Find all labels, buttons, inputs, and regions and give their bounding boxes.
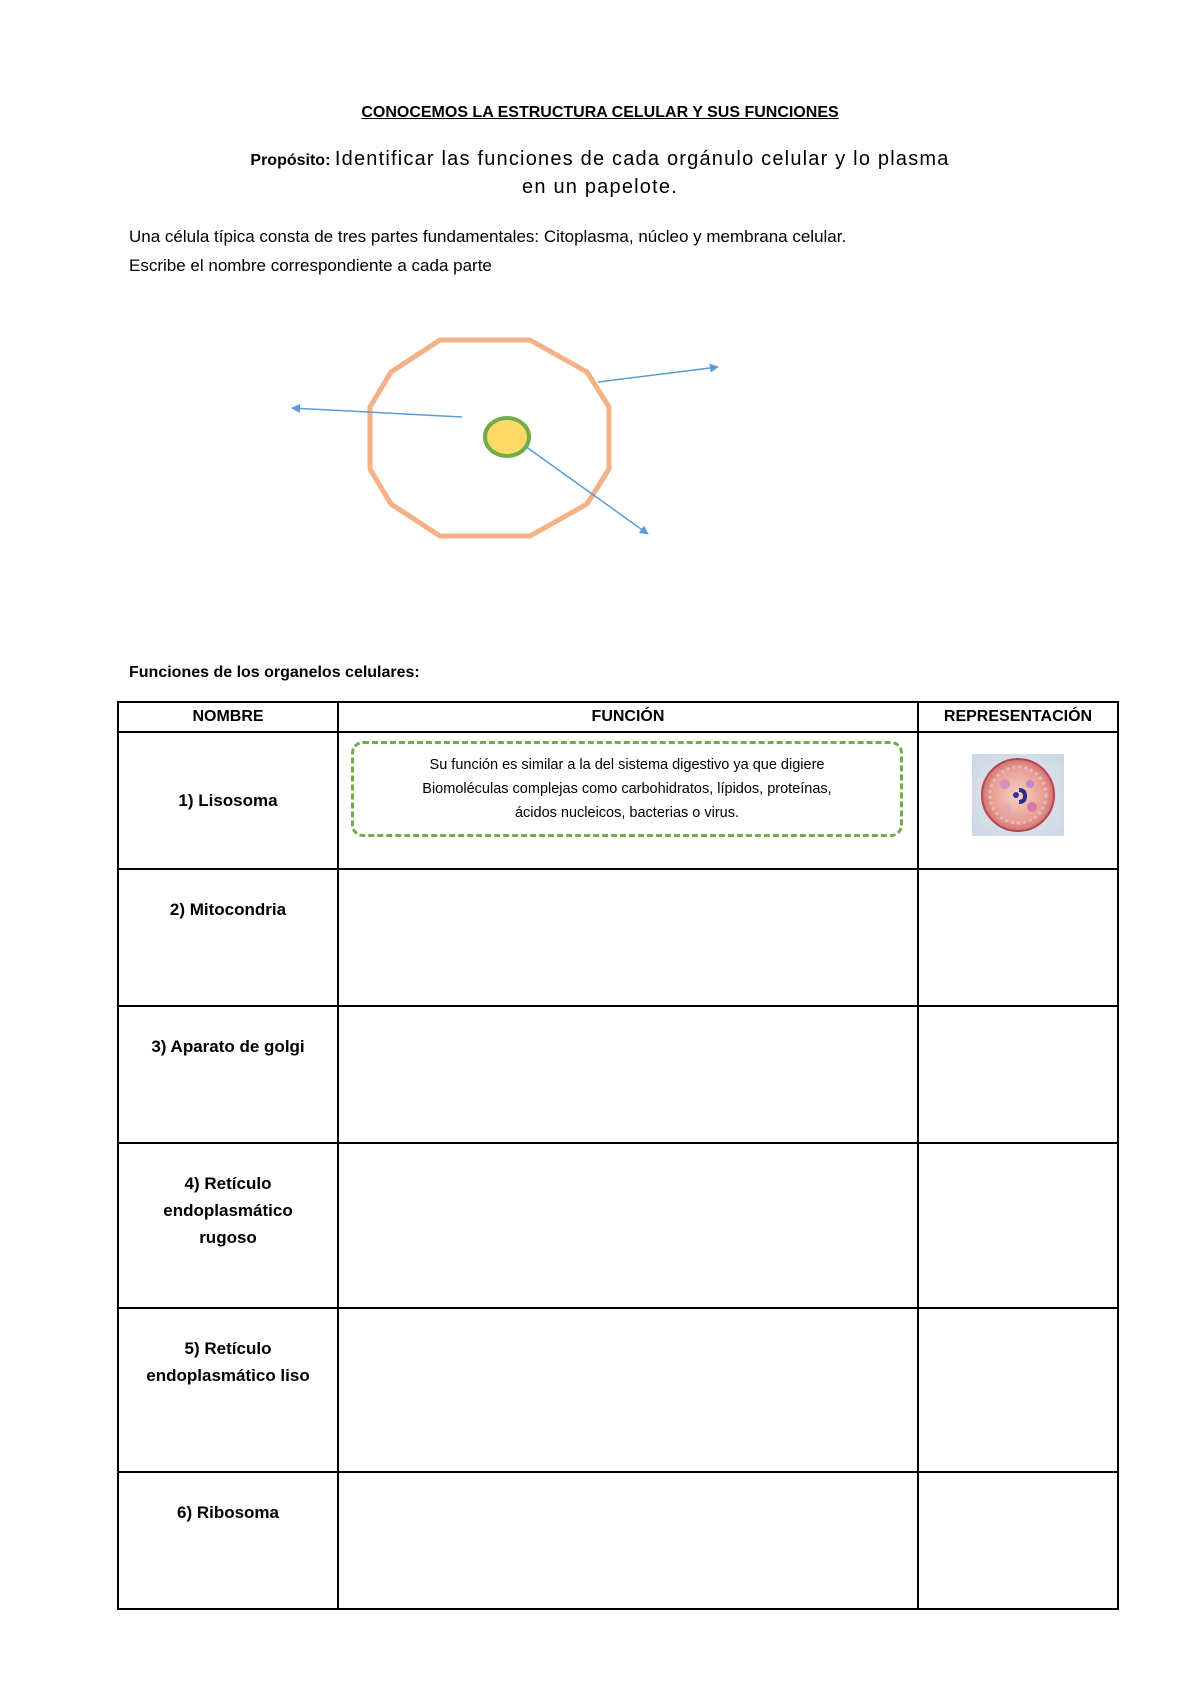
- representation-cell[interactable]: [918, 1308, 1118, 1472]
- purpose-text-continued: en un papelote.: [522, 176, 678, 198]
- representation-cell[interactable]: [918, 1006, 1118, 1143]
- function-line: Biomoléculas complejas como carbohidratos, lípidos, proteínas,: [422, 781, 832, 797]
- organelle-name: endoplasmático: [163, 1201, 293, 1220]
- purpose-block: [0, 146, 1200, 201]
- header-funcion: FUNCIÓN: [338, 702, 918, 732]
- table-row: [118, 1472, 1118, 1609]
- organelle-name: 4) Retículo: [184, 1174, 272, 1193]
- organelle-name: rugoso: [199, 1228, 257, 1247]
- purpose-text: Identificar las funciones de cada orgánulo celular y lo plasma: [334, 148, 950, 170]
- function-line: ácidos nucleicos, bacterias o virus.: [514, 805, 740, 821]
- cell-diagram-icon: [270, 320, 730, 540]
- representation-cell: [918, 732, 1118, 869]
- organelle-name: 2) Mitocondria: [169, 900, 287, 919]
- name-cell: [118, 1308, 338, 1472]
- table-row: [118, 1143, 1118, 1308]
- lysosome-image-icon: [972, 754, 1064, 836]
- function-cell[interactable]: [338, 1472, 918, 1609]
- organelle-name: 5) Retículo: [184, 1339, 272, 1358]
- arrow-down: [525, 446, 648, 534]
- function-text-box: [351, 741, 903, 837]
- function-cell[interactable]: [338, 1143, 918, 1308]
- header-nombre: NOMBRE: [118, 702, 338, 732]
- name-cell: [118, 732, 338, 869]
- table-row: [118, 732, 1118, 869]
- organelle-name: endoplasmático liso: [146, 1366, 310, 1385]
- organelle-name: 3) Aparato de golgi: [151, 1037, 305, 1056]
- representation-cell[interactable]: [918, 869, 1118, 1006]
- table-row: [118, 1006, 1118, 1143]
- organelle-name: 1) Lisosoma: [178, 791, 278, 810]
- purpose-label: Propósito:: [250, 152, 331, 169]
- arrow-right: [598, 367, 718, 382]
- representation-cell[interactable]: [918, 1143, 1118, 1308]
- header-representacion: REPRESENTACIÓN: [918, 702, 1118, 732]
- function-cell[interactable]: [338, 1308, 918, 1472]
- name-cell: [118, 1006, 338, 1143]
- function-cell[interactable]: [338, 869, 918, 1006]
- intro-line-1: Una célula típica consta de tres partes fundamentales: Citoplasma, núcleo y membrana celular.: [129, 227, 847, 246]
- name-cell: [118, 1472, 338, 1609]
- function-cell[interactable]: [338, 732, 918, 869]
- name-cell: [118, 1143, 338, 1308]
- representation-cell[interactable]: [918, 1472, 1118, 1609]
- function-cell[interactable]: [338, 1006, 918, 1143]
- table-header-row: [118, 702, 1118, 732]
- nucleus-shape: [485, 418, 529, 456]
- page-title: CONOCEMOS LA ESTRUCTURA CELULAR Y SUS FUNCIONES: [361, 104, 839, 121]
- intro-text: [129, 222, 846, 280]
- organelles-table: [117, 701, 1119, 1610]
- organelle-name: 6) Ribosoma: [176, 1503, 280, 1522]
- arrow-left: [292, 408, 462, 417]
- function-line: Su función es similar a la del sistema digestivo ya que digiere: [429, 757, 825, 773]
- name-cell: [118, 869, 338, 1006]
- intro-line-2: Escribe el nombre correspondiente a cada parte: [129, 256, 492, 275]
- table-heading: Funciones de los organelos celulares:: [129, 664, 420, 681]
- table-row: [118, 869, 1118, 1006]
- table-row: [118, 1308, 1118, 1472]
